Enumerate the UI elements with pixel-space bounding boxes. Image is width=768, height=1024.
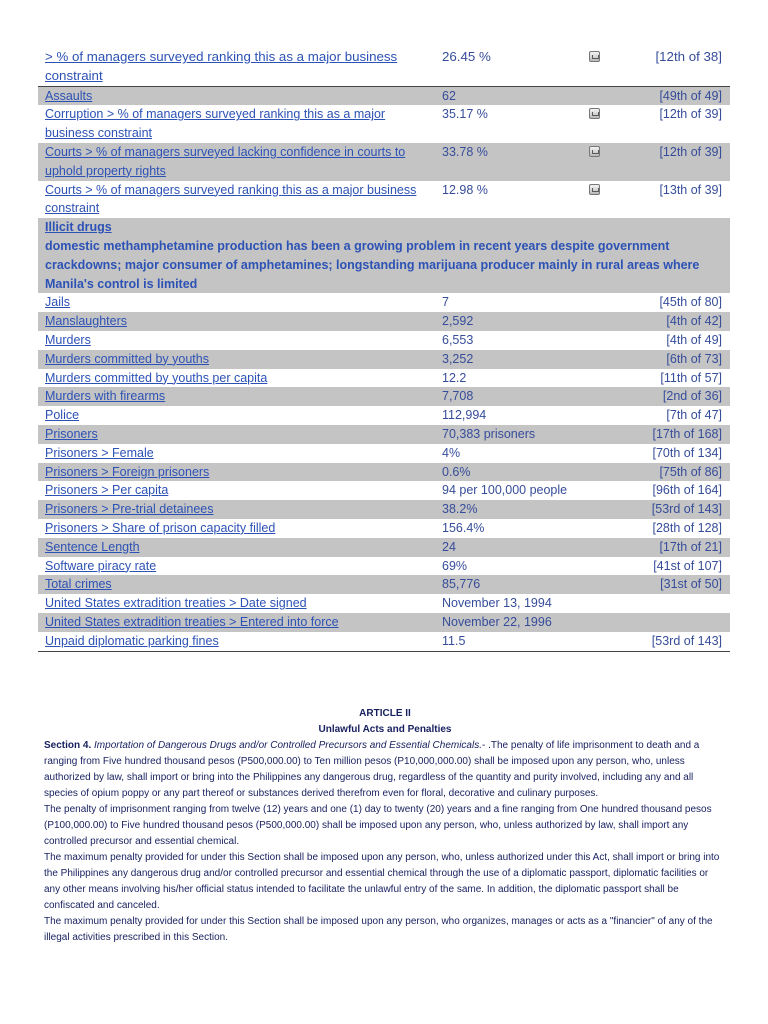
row-icon-cell [582, 293, 625, 312]
row-label-cell [38, 557, 435, 576]
row-value-cell [435, 86, 582, 105]
row-label-link[interactable]: Prisoners > Foreign prisoners [45, 464, 210, 479]
row-value-cell [435, 369, 582, 388]
row-label-link[interactable]: Software piracy rate [45, 558, 157, 573]
row-label-link[interactable]: Prisoners > Per capita [45, 483, 169, 498]
table-row [38, 105, 730, 143]
row-label-link[interactable]: Murders committed by youths [45, 351, 209, 366]
table-row [38, 575, 730, 594]
row-label-link[interactable]: > % of managers surveyed ranking this as a major business constraint [45, 49, 398, 83]
row-icon-cell [582, 350, 625, 369]
table-row [38, 538, 730, 557]
row-icon-cell [582, 143, 625, 181]
row-rank: [53rd of 143] [651, 502, 722, 517]
row-value-cell [435, 181, 582, 219]
row-label-link[interactable]: Unpaid diplomatic parking fines [45, 633, 219, 648]
row-value: 26.45 % [442, 49, 491, 64]
row-value-cell [435, 350, 582, 369]
row-label-cell [38, 46, 435, 86]
row-rank-cell [625, 575, 730, 594]
row-rank: [17th of 21] [659, 539, 722, 554]
row-value: 62 [442, 88, 456, 103]
row-label-cell [38, 105, 435, 143]
row-label-cell [38, 538, 435, 557]
row-rank: [70th of 134] [652, 445, 722, 460]
row-value: 0.6% [442, 464, 471, 479]
row-value-cell [435, 46, 582, 86]
row-rank: [96th of 164] [652, 483, 722, 498]
row-rank: [12th of 39] [659, 107, 722, 122]
row-label-link[interactable]: Police [45, 408, 80, 423]
row-rank-cell [625, 331, 730, 350]
table-row [38, 143, 730, 181]
row-rank: [13th of 39] [659, 182, 722, 197]
row-value: 6,553 [442, 332, 474, 347]
row-label-link[interactable]: Murders [45, 332, 91, 347]
row-label-cell [38, 406, 435, 425]
row-value-cell [435, 425, 582, 444]
row-label-link[interactable]: Assaults [45, 88, 93, 103]
row-icon-cell [582, 538, 625, 557]
row-rank-cell [625, 425, 730, 444]
row-label-cell [38, 86, 435, 105]
row-value: 69% [442, 558, 468, 573]
crime-stats-table-wrap [38, 46, 730, 652]
row-label-cell [38, 350, 435, 369]
row-rank-cell [625, 350, 730, 369]
row-label-link[interactable]: Corruption > % of managers surveyed ranking this as a major business constraint [45, 107, 386, 141]
row-value-cell [435, 538, 582, 557]
chart-icon[interactable] [589, 184, 600, 195]
section-title: Importation of Dangerous Drugs and/or Controlled Precursors and Essential Chemicals. [94, 740, 482, 751]
row-label-cell [38, 594, 435, 613]
row-rank-cell [625, 105, 730, 143]
row-rank-cell [625, 519, 730, 538]
paragraph-3: The maximum penalty provided for under this Section shall be imposed upon any person, who, unless authorized under this Act, shall import or bring into the Philippines any dangerous drug and/or controlled precursor and essential chemical through the use of a diplomatic passport, diplomatic facilities or any other means involving his/her official status intended to facilitate the unlawful entry of the same. In addition, the diplomatic passport shall be confiscated and canceled. [44, 852, 720, 911]
section-label: Section 4. [44, 740, 92, 751]
illicit-drugs-row [38, 218, 730, 293]
row-value: 112,994 [442, 408, 487, 423]
table-row [38, 312, 730, 331]
table-row [38, 557, 730, 576]
row-value: 12.98 % [442, 182, 488, 197]
row-rank-cell [625, 86, 730, 105]
row-icon-cell [582, 86, 625, 105]
row-rank-cell [625, 632, 730, 651]
row-value: 94 per 100,000 people [442, 483, 568, 498]
row-label-link[interactable]: Jails [45, 295, 71, 310]
table-row [38, 387, 730, 406]
row-rank: [12th of 39] [659, 144, 722, 159]
row-value: 2,592 [442, 314, 474, 329]
row-label-cell [38, 181, 435, 219]
row-value: 7 [442, 295, 449, 310]
row-rank-cell [625, 369, 730, 388]
row-value: 33.78 % [442, 144, 488, 159]
row-rank-cell [625, 143, 730, 181]
row-icon-cell [582, 557, 625, 576]
row-label-cell [38, 463, 435, 482]
row-label-link[interactable]: United States extradition treaties > Entered into force [45, 614, 339, 629]
table-row [38, 369, 730, 388]
row-value-cell [435, 519, 582, 538]
row-label-cell [38, 500, 435, 519]
table-row [38, 86, 730, 105]
row-rank: [45th of 80] [659, 295, 722, 310]
table-row [38, 181, 730, 219]
row-rank-cell [625, 406, 730, 425]
table-row [38, 481, 730, 500]
chart-icon[interactable] [589, 51, 600, 62]
section-4-paragraph [44, 738, 726, 802]
row-label-cell [38, 293, 435, 312]
row-label-link[interactable]: Prisoners > Pre-trial detainees [45, 502, 214, 517]
row-value: 7,708 [442, 389, 474, 404]
row-rank-cell [625, 557, 730, 576]
row-label-link[interactable]: Courts > % of managers surveyed lacking confidence in courts to uphold property rights [45, 144, 406, 178]
row-rank: [31st of 50] [660, 577, 722, 592]
row-label-cell [38, 312, 435, 331]
row-label-link[interactable]: Courts > % of managers surveyed ranking this as a major business constraint [45, 182, 417, 216]
row-value-cell [435, 143, 582, 181]
row-label-link[interactable]: Murders with firearms [45, 389, 166, 404]
row-value-cell [435, 575, 582, 594]
row-value-cell [435, 632, 582, 651]
row-value-cell [435, 463, 582, 482]
row-icon-cell [582, 46, 625, 86]
row-label-cell [38, 444, 435, 463]
row-label-cell [38, 481, 435, 500]
row-value-cell [435, 481, 582, 500]
row-icon-cell [582, 331, 625, 350]
row-value-cell [435, 557, 582, 576]
row-value-cell [435, 105, 582, 143]
article-section [44, 706, 726, 946]
table-row [38, 613, 730, 632]
table-row [38, 425, 730, 444]
row-label-link[interactable]: Murders committed by youths per capita [45, 370, 268, 385]
row-value: 24 [442, 539, 456, 554]
row-icon-cell [582, 519, 625, 538]
paragraph-2: The penalty of imprisonment ranging from twelve (12) years and one (1) day to twenty (20) years and a fine ranging from One hundred thousand pesos (P100,000.00) to Five hundred thousand pesos (P500,000.00) shall be imposed upon any person, who, unless authorized by law, shall import any controlled precursor and essential chemical. [44, 804, 712, 847]
row-rank-cell [625, 181, 730, 219]
row-icon-cell [582, 369, 625, 388]
row-rank: [53rd of 143] [651, 633, 722, 648]
row-label-cell [38, 519, 435, 538]
paragraph-1: The penalty of life imprisonment to death and a ranging from Five hundred thousand pesos (P500,000.00) to Ten million pesos (P10,000,000.00) shall be imposed upon any person, who, unless authorized by law, shall import or bring into the Philippines any dangerous drug, regardless of the quantity and purity involved, including any and all species of opium poppy or any part thereof or substances derived therefrom even for floral, decorative and culinary purposes. [44, 740, 700, 799]
table-row [38, 500, 730, 519]
table-row [38, 594, 730, 613]
row-value-cell [435, 406, 582, 425]
row-value: November 22, 1996 [442, 614, 552, 629]
table-row [38, 406, 730, 425]
row-icon-cell [582, 406, 625, 425]
row-rank: [28th of 128] [652, 520, 722, 535]
row-label-link[interactable]: United States extradition treaties > Date signed [45, 596, 307, 611]
row-value-cell [435, 444, 582, 463]
table-row [38, 444, 730, 463]
row-rank: [6th of 73] [666, 351, 722, 366]
row-rank: [7th of 47] [666, 408, 722, 423]
row-label-cell [38, 575, 435, 594]
illicit-drugs-text: domestic methamphetamine production has been a growing problem in recent years despite government crackdowns; major consumer of amphetamines; longstanding marijuana producer mainly in rural areas where Manila's control is limited [45, 238, 700, 291]
row-icon-cell [582, 444, 625, 463]
row-icon-cell [582, 575, 625, 594]
row-rank-cell [625, 594, 730, 613]
row-rank: [49th of 49] [659, 88, 722, 103]
row-label-link[interactable]: Manslaughters [45, 314, 127, 329]
row-value: November 13, 1994 [442, 596, 552, 611]
row-rank-cell [625, 312, 730, 331]
row-icon-cell [582, 425, 625, 444]
row-icon-cell [582, 181, 625, 219]
chart-icon[interactable] [589, 108, 600, 119]
table-row [38, 350, 730, 369]
article-subtitle: Unlawful Acts and Penalties [318, 724, 452, 735]
row-rank-cell [625, 293, 730, 312]
row-label-cell [38, 369, 435, 388]
row-label-link[interactable]: Prisoners [45, 426, 98, 441]
row-rank-cell [625, 387, 730, 406]
row-value: 38.2% [442, 502, 478, 517]
row-value-cell [435, 331, 582, 350]
article-title: ARTICLE II [359, 708, 411, 719]
row-icon-cell [582, 594, 625, 613]
row-icon-cell [582, 312, 625, 331]
illicit-drugs-heading[interactable]: Illicit drugs [45, 220, 112, 235]
row-rank-cell [625, 613, 730, 632]
row-icon-cell [582, 632, 625, 651]
row-rank-cell [625, 444, 730, 463]
row-rank: [2nd of 36] [662, 389, 722, 404]
row-rank-cell [625, 463, 730, 482]
row-rank-cell [625, 46, 730, 86]
table-row [38, 632, 730, 651]
paragraph-4: The maximum penalty provided for under this Section shall be imposed upon any person, who organizes, manages or acts as a "financier" of any of the illegal activities prescribed in this Section. [44, 916, 713, 943]
table-row [38, 463, 730, 482]
row-value: 70,383 prisoners [442, 426, 536, 441]
row-label-cell [38, 613, 435, 632]
table-row [38, 46, 730, 86]
row-label-link[interactable]: Sentence Length [45, 539, 140, 554]
row-value-cell [435, 293, 582, 312]
row-rank-cell [625, 538, 730, 557]
row-value: 4% [442, 445, 461, 460]
row-rank-cell [625, 481, 730, 500]
row-icon-cell [582, 105, 625, 143]
row-value-cell [435, 312, 582, 331]
row-label-link[interactable]: Prisoners > Female [45, 445, 154, 460]
row-label-link[interactable]: Prisoners > Share of prison capacity filled [45, 520, 276, 535]
row-label-cell [38, 143, 435, 181]
row-value: 11.5 [442, 633, 466, 648]
row-label-cell [38, 632, 435, 651]
table-row [38, 519, 730, 538]
row-label-cell [38, 387, 435, 406]
row-value-cell [435, 594, 582, 613]
section-dash: - . [482, 740, 491, 751]
row-icon-cell [582, 500, 625, 519]
row-rank: [41st of 107] [653, 558, 722, 573]
row-label-cell [38, 331, 435, 350]
row-value-cell [435, 500, 582, 519]
row-value: 85,776 [442, 577, 481, 592]
row-rank: [12th of 38] [655, 49, 722, 64]
row-rank: [11th of 57] [660, 370, 722, 385]
row-icon-cell [582, 387, 625, 406]
row-value-cell [435, 613, 582, 632]
row-rank-cell [625, 500, 730, 519]
row-label-cell [38, 425, 435, 444]
row-rank: [4th of 42] [666, 314, 722, 329]
crime-stats-table [38, 46, 730, 652]
row-value: 3,252 [442, 351, 474, 366]
row-label-link[interactable]: Total crimes [45, 577, 112, 592]
row-value: 156.4% [442, 520, 485, 535]
row-value: 35.17 % [442, 107, 488, 122]
row-icon-cell [582, 463, 625, 482]
row-rank: [75th of 86] [659, 464, 722, 479]
table-row [38, 293, 730, 312]
row-value: 12.2 [442, 370, 467, 385]
chart-icon[interactable] [589, 146, 600, 157]
illicit-drugs-cell [38, 218, 730, 293]
row-value-cell [435, 387, 582, 406]
row-rank: [17th of 168] [652, 426, 722, 441]
table-row [38, 331, 730, 350]
row-rank: [4th of 49] [666, 332, 722, 347]
row-icon-cell [582, 481, 625, 500]
row-icon-cell [582, 613, 625, 632]
